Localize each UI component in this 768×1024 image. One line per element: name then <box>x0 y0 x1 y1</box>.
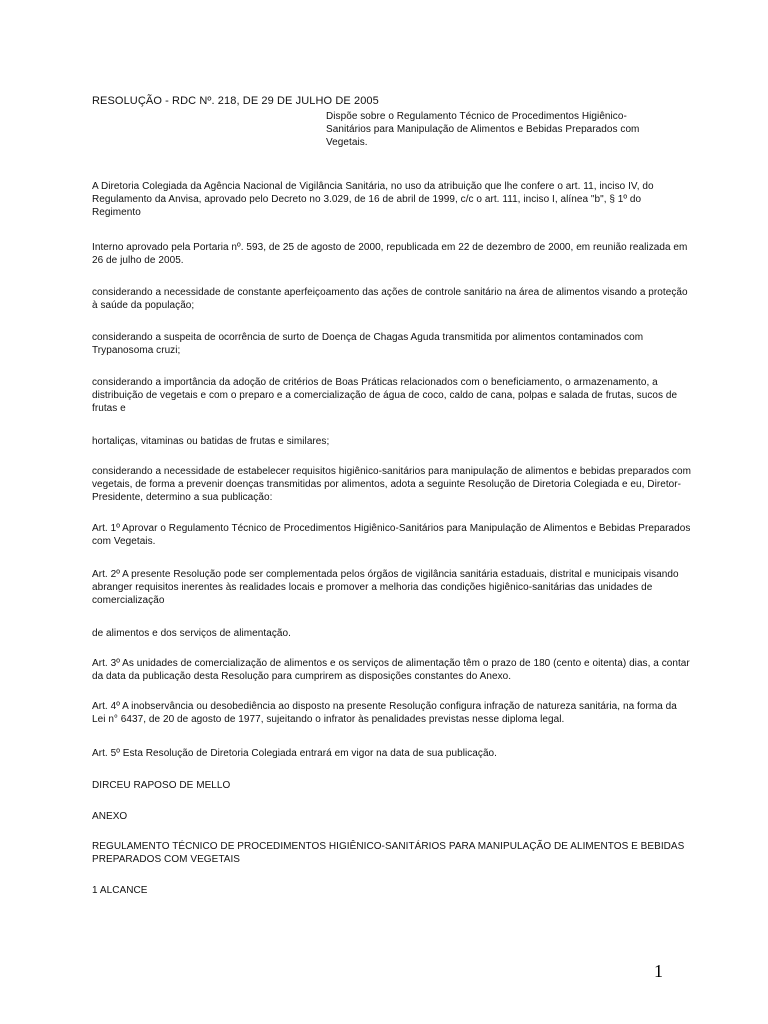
section-heading: 1 ALCANCE <box>92 885 148 896</box>
article-2: Art. 2º A presente Resolução pode ser complementada pelos órgãos de vigilância sanitária estaduais, distrital e municipais visando abranger requisitos inerentes às realidades locais e promover a melhoria das condições higiênico-sanitárias das unidades de comercialização <box>92 569 679 607</box>
article-2-continuation: de alimentos e dos serviços de alimentação. <box>92 628 291 639</box>
resolution-title: RESOLUÇÃO - RDC Nº. 218, DE 29 DE JULHO DE 2005 <box>92 95 379 107</box>
preamble-paragraph: A Diretoria Colegiada da Agência Nacional de Vigilância Sanitária, no uso da atribuição que lhe confere o art. 11, inciso IV, do Regulamento da Anvisa, aprovado pelo Decreto no 3.029, de 16 de abril de 1999, c/c o art. 111, inciso I, alínea "b", § 1º do Regimento <box>92 181 654 219</box>
resolution-summary: Dispõe sobre o Regulamento Técnico de Procedimentos Higiênico-Sanitários para Manipulação de Alimentos e Bebidas Preparados com Vegetais. <box>326 111 640 149</box>
article-3: Art. 3º As unidades de comercialização de alimentos e os serviços de alimentação têm o prazo de 180 (cento e oitenta) dias, a contar da data da publicação desta Resolução para cumprirem as disposições constantes do Anexo. <box>92 658 690 683</box>
annex-title: REGULAMENTO TÉCNICO DE PROCEDIMENTOS HIGIÊNICO-SANITÁRIOS PARA MANIPULAÇÃO DE ALIMENTOS E BEBIDAS PREPARADOS COM VEGETAIS <box>92 841 685 866</box>
considering-paragraph: considerando a necessidade de estabelecer requisitos higiênico-sanitários para manipulação de alimentos e bebidas preparados com vegetais, de forma a prevenir doenças transmitidas por alimentos, adota a seguinte Resolução de Diretoria Colegiada e eu, Diretor-Presidente, determino a sua publicação: <box>92 466 691 504</box>
article-1: Art. 1º Aprovar o Regulamento Técnico de Procedimentos Higiênico-Sanitários para Manipulação de Alimentos e Bebidas Preparados com Vegetais. <box>92 523 691 548</box>
article-5: Art. 5º Esta Resolução de Diretoria Colegiada entrará em vigor na data de sua publicação. <box>92 748 497 759</box>
article-4: Art. 4º A inobservância ou desobediência ao disposto na presente Resolução configura infração de natureza sanitária, na forma da Lei n° 6437, de 20 de agosto de 1977, sujeitando o infrator às penalidades previstas nesse diploma legal. <box>92 701 677 726</box>
considering-paragraph: considerando a importância da adoção de critérios de Boas Práticas relacionados com o beneficiamento, o armazenamento, a distribuição de vegetais e com o preparo e a comercialização de água de coco, caldo de cana, polpas e salada de frutas, sucos de frutas e <box>92 377 678 415</box>
considering-paragraph: considerando a necessidade de constante aperfeiçoamento das ações de controle sanitário na área de alimentos visando a proteção à saúde da população; <box>92 287 688 312</box>
considering-paragraph: considerando a suspeita de ocorrência de surto de Doença de Chagas Aguda transmitida por alimentos contaminados com Trypanosoma cruzi; <box>92 332 644 357</box>
preamble-continuation: Interno aprovado pela Portaria nº. 593, de 25 de agosto de 2000, republicada em 22 de dezembro de 2000, em reunião realizada em 26 de julho de 2005. <box>92 242 688 267</box>
annex-label: ANEXO <box>92 811 128 822</box>
signatory-name: DIRCEU RAPOSO DE MELLO <box>92 780 231 791</box>
page-number: 1 <box>654 961 663 981</box>
considering-continuation: hortaliças, vitaminas ou batidas de frutas e similares; <box>92 436 330 447</box>
